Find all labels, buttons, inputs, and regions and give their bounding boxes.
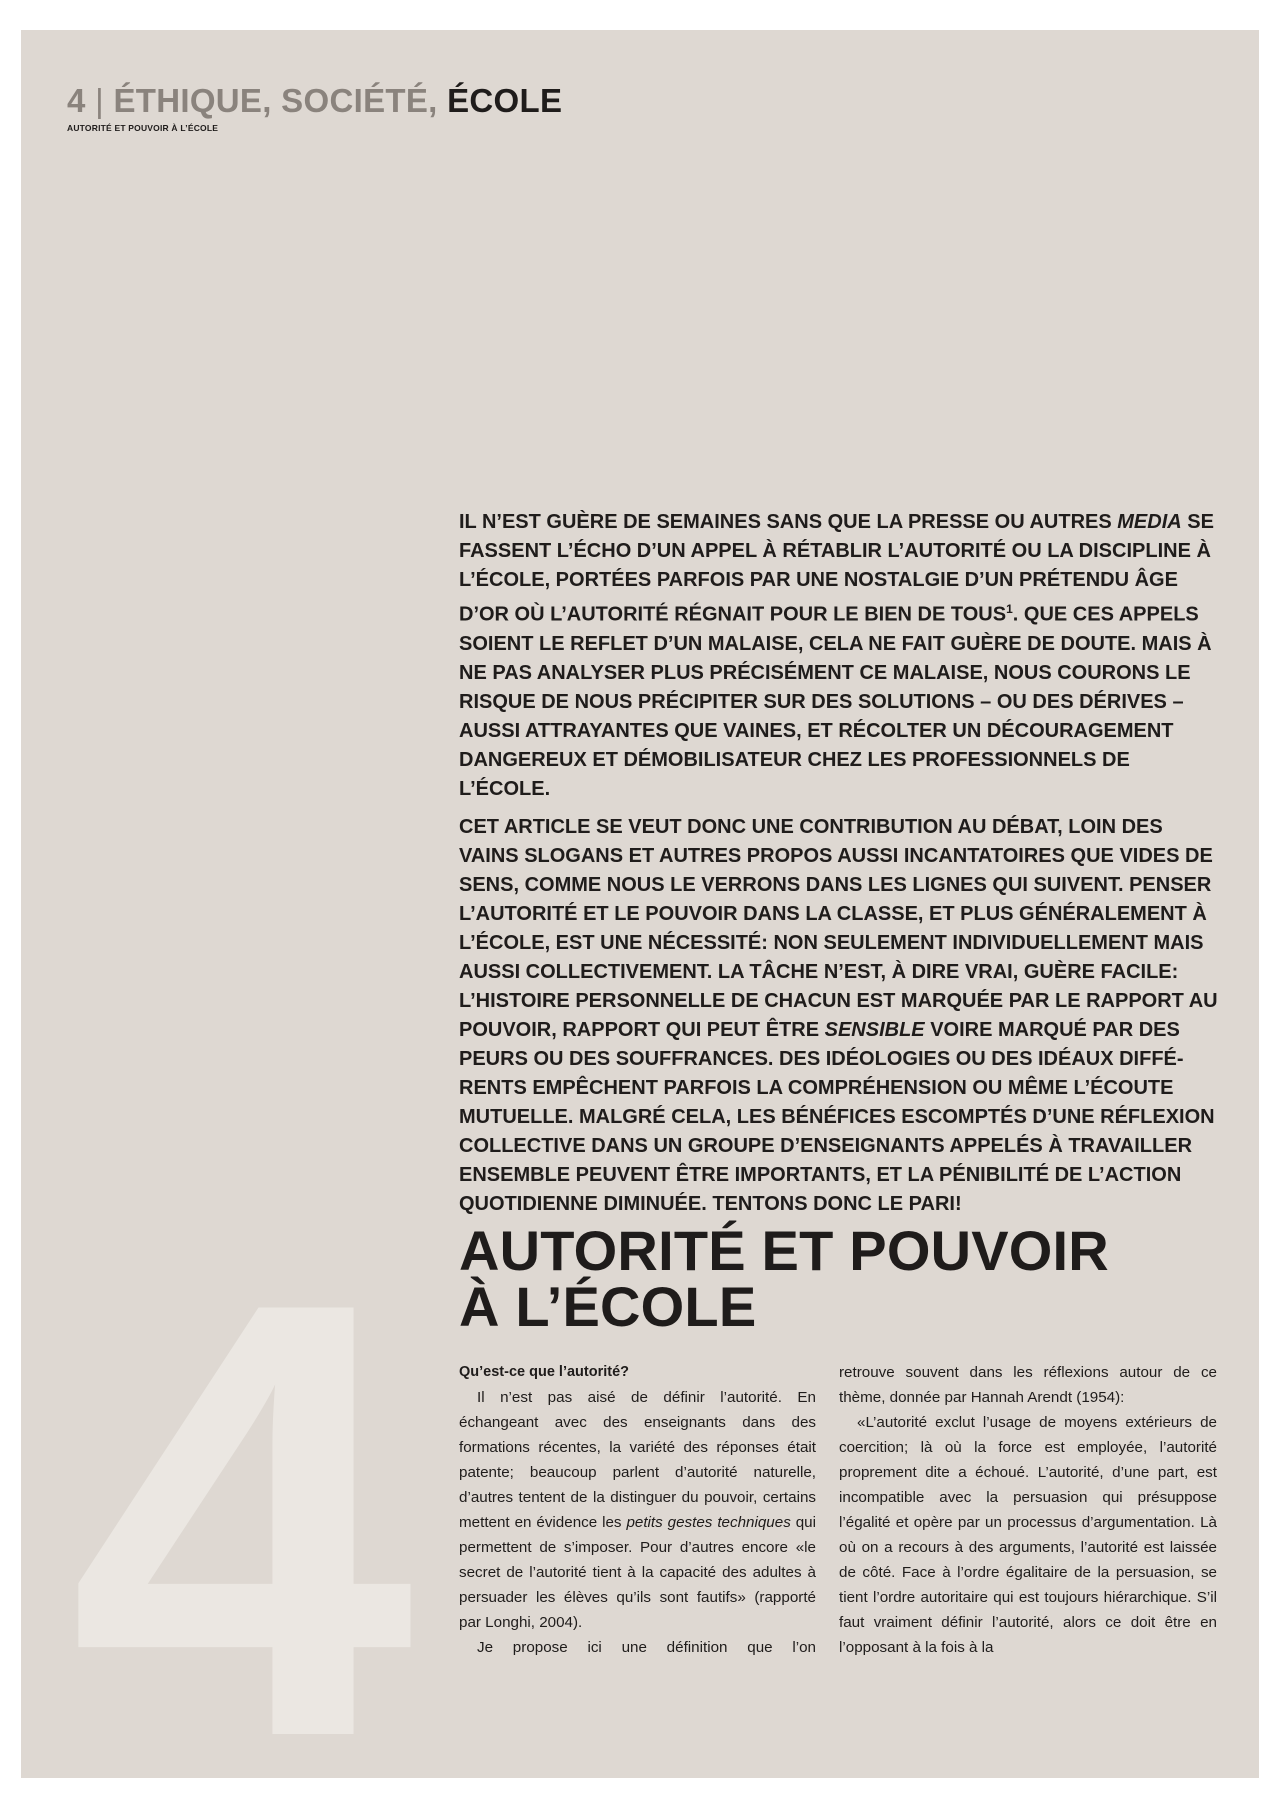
- section-subhead: Qu’est-ce que l’autorité?: [459, 1364, 629, 1380]
- chapter-title: [67, 82, 562, 120]
- intro-text: [459, 508, 1219, 1228]
- chapter-title-grey: ÉTHIQUE, SOCIÉTÉ,: [113, 82, 438, 119]
- intro-p2-text-b: VOIRE MARQUÉ PAR DES PEURS OU DES SOUFFRANCES. DES IDÉOLOGIES OU DES IDÉAUX DIFFÉRENTS EMPÊCHENT PARFOIS LA COMPRÉHENSION OU MÊME L’ÉCOUTE MUTUELLE. MALGRÉ CELA, LES BÉNÉFICES ESCOMPTÉS D’UNE RÉFLEXION COLLECTIVE DANS UN GROUPE D’ENSEIGNANTS APPELÉS À TRAVAILLER ENSEMBLE PEUVENT ÊTRE IMPORTANTS, ET LA PÉNIBILITÉ DE L’ACTION QUOTIDIENNE DIMINUÉE. TENTONS DONC LE PARI!: [459, 1018, 1215, 1215]
- chapter-separator: |: [95, 82, 104, 119]
- intro-p1-text-b: SE FASSENT L’ÉCHO D’UN APPEL À RÉTABLIR L’AUTORITÉ OU LA DISCIPLINE À L’ÉCOLE, PORTÉES PARFOIS PAR UNE NOSTALGIE D’UN PRÉTENDU ÂGE D’OR OÙ L’AUTORITÉ RÉGNAIT POUR LE BIEN DE TOUS: [459, 511, 1214, 626]
- body-text: qui permettent de s’imposer. Pour d’autres encore «le secret de l’autorité tient à la capacité des adultes à persuader les élèves qu’ils sont fautifs» (rapporté par Longhi, 2004).: [459, 1514, 816, 1631]
- intro-p1-italic: MEDIA: [1117, 511, 1182, 533]
- intro-p2-text-a: CET ARTICLE SE VEUT DONC UNE CONTRIBUTION AU DÉBAT, LOIN DES VAINS SLOGANS ET AUTRES PROPOS AUSSI INCANTATOIRES QUE VIDES DE SENS, COMME NOUS LE VERRONS DANS LES LIGNES QUI SUIVENT. PENSER L’AUTORITÉ ET LE POUVOIR DANS LA CLASSE, ET PLUS GÉNÉRALEMENT À L’ÉCOLE, EST UNE NÉCESSITÉ: NON SEULEMENT INDIVIDUELLEMENT MAIS AUSSI COLLECTIVEMENT. LA TÂCHE N’EST, À DIRE VRAI, GUÈRE FACILE: L’HISTOIRE PERSONNELLE DE CHACUN EST MARQUÉE PAR LE RAPPORT AU POUVOIR, RAPPORT QUI PEUT ÊTRE: [459, 815, 1218, 1041]
- running-subtitle: AUTORITÉ ET POUVOIR À L’ÉCOLE: [67, 123, 219, 133]
- intro-p1-text-a: IL N’EST GUÈRE DE SEMAINES SANS QUE LA PRESSE OU AUTRES: [459, 511, 1118, 533]
- footnote-ref: 1: [1006, 602, 1013, 616]
- body-paragraph: retrouve souvent dans les réflexions autour de ce thème, donnée par Hannah Arendt (1954):: [839, 1364, 1217, 1406]
- intro-paragraph-1: [459, 508, 1219, 804]
- intro-p1-text-c: . QUE CES APPELS SOIENT LE REFLET D’UN MALAISE, CELA NE FAIT GUÈRE DE DOUTE. MAIS À NE PAS ANALYSER PLUS PRÉCISÉMENT CE MALAISE, NOUS COURONS LE RISQUE DE NOUS PRÉCIPITER SUR DES SOLUTIONS – OU DES DÉRIVES – AUSSI ATTRAYANTES QUE VAINES, ET RÉCOLTER UN DÉCOURAGEMENT DANGEREUX ET DÉMOBILISATEUR CHEZ LES PROFESSIONNELS DE L’ÉCOLE.: [459, 603, 1212, 800]
- body-italic: petits gestes techniques: [626, 1514, 791, 1531]
- body-text: Il n’est pas aisé de définir l’autorité. En échangeant avec des enseignants dans des formations récentes, la variété des réponses était patente; beaucoup parlent d’autorité naturelle, d’autres tentent de la distinguer du pouvoir, certains mettent en évidence les: [459, 1389, 816, 1531]
- article-title: [459, 1219, 1109, 1338]
- quote-paragraph: «L’autorité exclut l’usage de moyens extérieurs de coercition; là où la force est employée, l’autorité proprement dite a échoué. L’autorité, d’une part, est incompatible avec la persuasion qui présuppose l’égalité et opère par un processus d’argumentation. Là où on a recours à des arguments, l’autorité est laissée de côté. Face à l’ordre égalitaire de la persuasion, se tient l’ordre autoritaire qui est toujours hiérarchique. S’il faut vraiment définir l’autorité, alors ce doit être en l’opposant à la fois à la: [839, 1414, 1217, 1656]
- decorative-chapter-number: 4: [69, 1174, 404, 1778]
- body-paragraph: Je propose ici une définition que l’on: [477, 1639, 816, 1656]
- article-title-line-2: À L’ÉCOLE: [459, 1275, 757, 1338]
- intro-paragraph-2: [459, 813, 1219, 1219]
- page-header: [67, 82, 562, 133]
- page: [21, 30, 1259, 1778]
- chapter-number: 4: [67, 82, 86, 119]
- chapter-title-dark: ÉCOLE: [447, 82, 563, 119]
- body-column-left: [459, 1360, 816, 1660]
- intro-p2-italic: SENSIBLE: [824, 1018, 925, 1041]
- body-paragraph: [459, 1385, 816, 1635]
- article-title-line-1: AUTORITÉ ET POUVOIR: [459, 1219, 1109, 1282]
- body-column-right: [839, 1360, 1217, 1660]
